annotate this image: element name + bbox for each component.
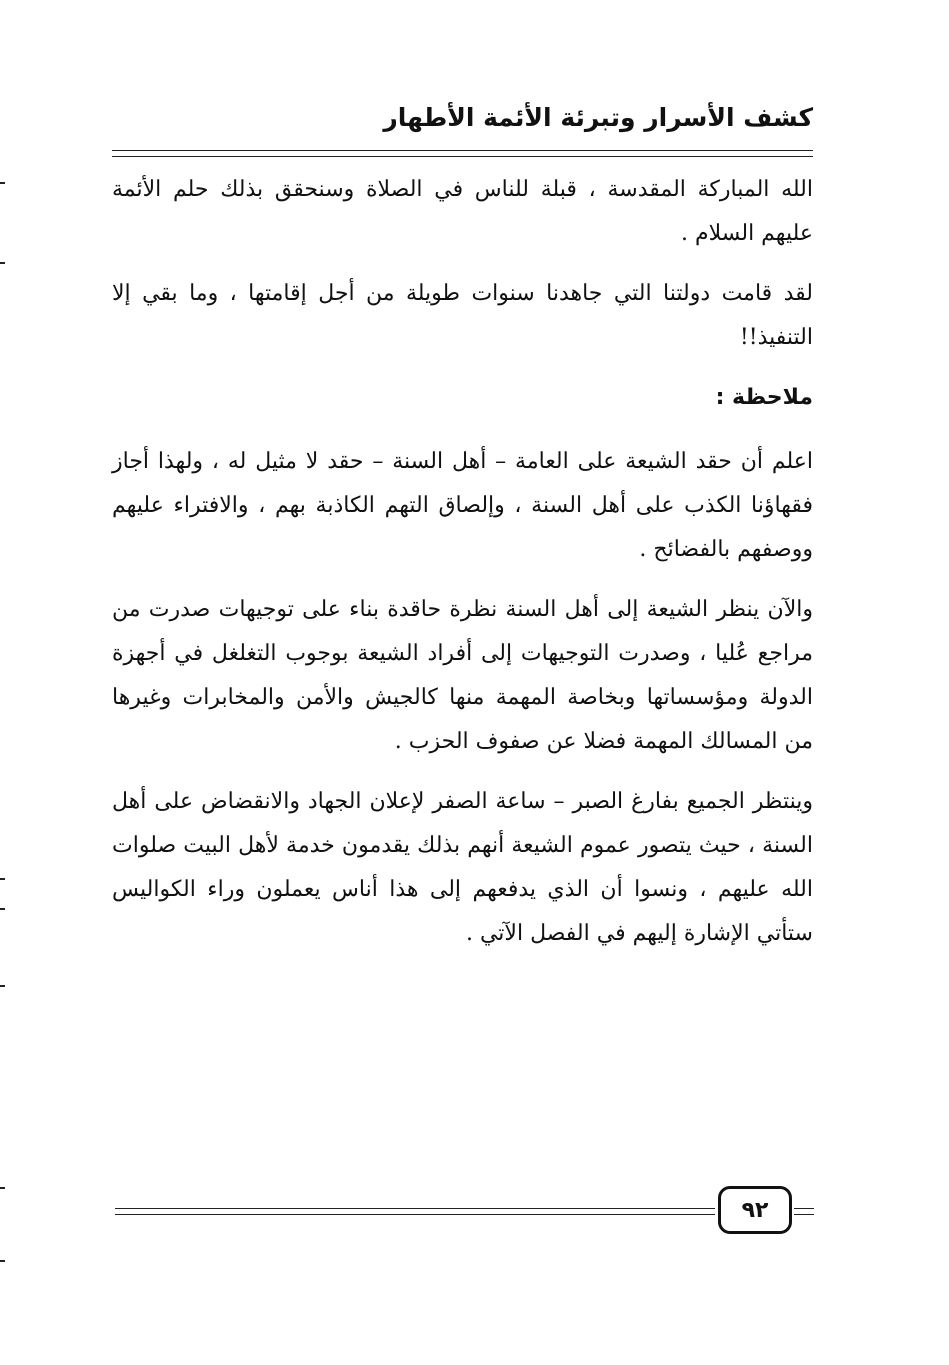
scan-edge-mark [0,985,5,987]
header-rule-top [112,150,813,151]
scan-edge-mark [0,908,5,910]
scan-edge-mark [0,1260,5,1262]
note-heading: ملاحظة : [715,385,813,410]
scan-edge-mark [0,1187,5,1189]
footer-rule-left-top [115,1208,715,1209]
running-header-title: كشف الأسرار وتبرئة الأئمة الأطهار [383,103,813,132]
footer-rule-right-bottom [794,1214,814,1215]
scan-edge-mark [0,262,5,264]
header-rule-bottom [112,156,813,157]
scan-edge-mark [0,182,5,184]
paragraph-2: لقد قامت دولتنا التي جاهدنا سنوات طويلة من أجل إقامتها ، وما بقي إلا التنفيذ!! [112,281,813,350]
paragraph-4: والآن ينظر الشيعة إلى أهل السنة نظرة حاقدة بناء على توجيهات صدرت من مراجع عُليا ، وصدرت التوجيهات إلى أفراد الشيعة بوجوب التغلغل في أجهزة الدولة ومؤسساتها وبخاصة المهمة منها كالجيش والأمن والمخابرات وغيرها من المسالك المهمة فضلا عن صفوف الحزب . [112,597,813,754]
footer-rule-right-top [794,1208,814,1209]
paragraph-1: الله المباركة المقدسة ، قبلة للناس في الصلاة وسنحقق بذلك حلم الأئمة عليهم السلام . [112,177,813,246]
footer-rule-left-bottom [115,1214,715,1215]
paragraph-3: اعلم أن حقد الشيعة على العامة – أهل السنة – حقد لا مثيل له ، ولهذا أجاز فقهاؤنا الكذب على أهل السنة ، وإلصاق التهم الكاذبة بهم ، والافتراء عليهم ووصفهم بالفضائح . [112,449,813,562]
page-number: ٩٢ [718,1186,792,1234]
scan-edge-mark [0,878,5,880]
paragraph-5: وينتظر الجميع بفارغ الصبر – ساعة الصفر لإعلان الجهاد والانقضاض على أهل السنة ، حيث يتصور عموم الشيعة أنهم بذلك يقدمون خدمة لأهل البيت صلوات الله عليهم ، ونسوا أن الذي يدفعهم إلى هذا أناس يعملون وراء الكواليس ستأتي الإشارة إليهم في الفصل الآتي . [112,789,813,946]
page-body [112,168,813,972]
